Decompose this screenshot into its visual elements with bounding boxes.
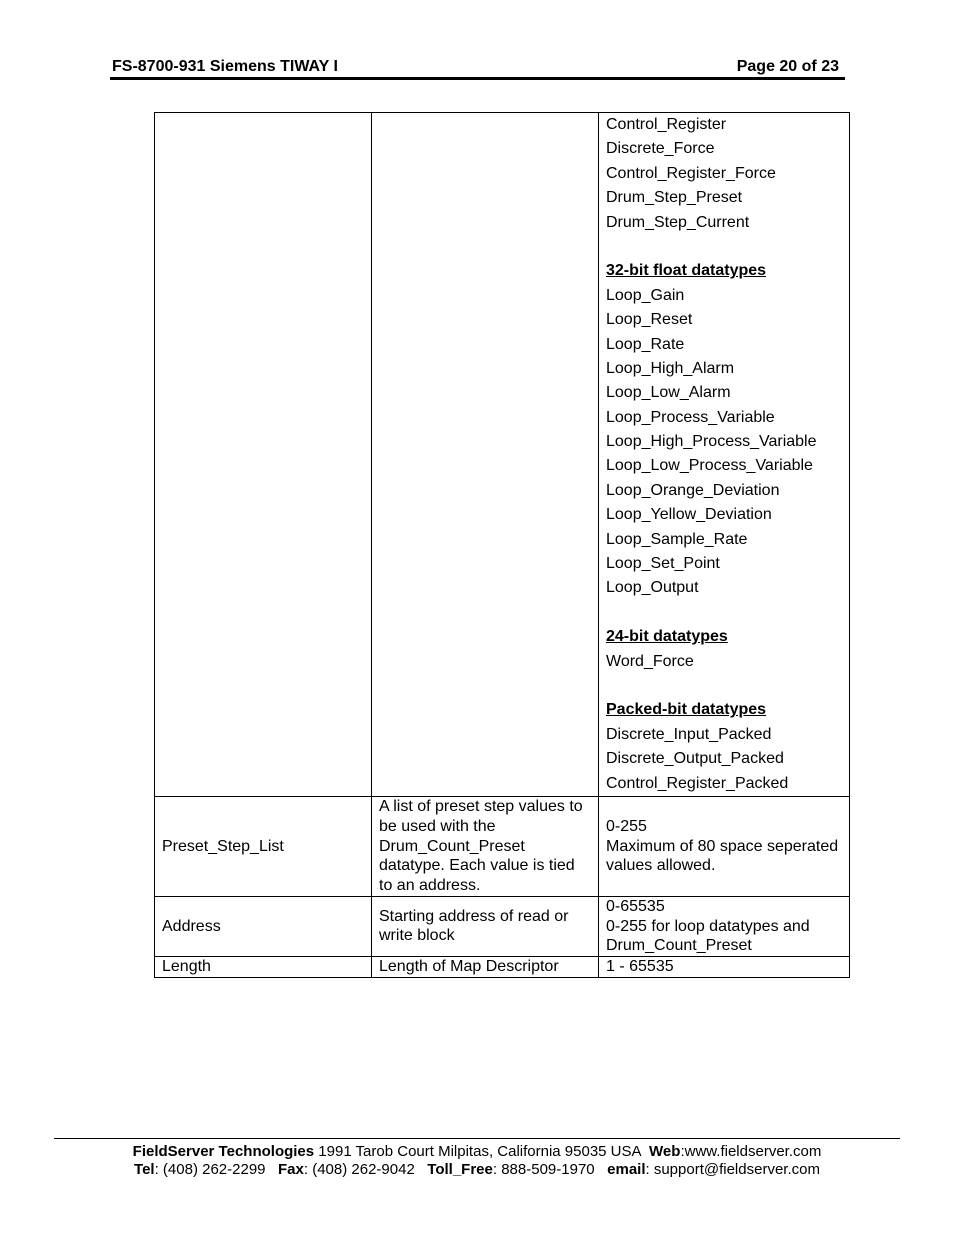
- web-label: Web: [649, 1143, 681, 1160]
- document-title: FS-8700-931 Siemens TIWAY I: [112, 58, 338, 75]
- list-item: Loop_Output: [606, 579, 699, 597]
- list-item: Loop_Set_Point: [606, 555, 720, 573]
- spacer: [606, 601, 842, 625]
- parameter-values: [599, 796, 850, 896]
- list-item: Drum_Step_Current: [606, 213, 750, 231]
- list-item: Loop_Yellow_Deviation: [606, 506, 772, 524]
- company-address: 1991 Tarob Court Milpitas, California 95035 USA: [314, 1143, 650, 1160]
- footer-rule: [54, 1138, 900, 1139]
- list-item: Drum_Step_Preset: [606, 189, 743, 207]
- parameter-name: Address: [155, 896, 372, 956]
- parameter-name: Preset_Step_List: [155, 796, 372, 896]
- fax-label: Fax: [278, 1161, 304, 1178]
- list-item: Discrete_Output_Packed: [606, 750, 784, 768]
- parameter-table: [154, 112, 850, 978]
- list-item: Loop_Reset: [606, 311, 693, 329]
- spacer: [606, 235, 842, 259]
- list-item: Control_Register: [606, 116, 727, 133]
- cell-empty-name: [155, 113, 372, 797]
- table-row-continued: [155, 113, 850, 797]
- list-item: Control_Register_Packed: [606, 774, 789, 792]
- list-item: Loop_Process_Variable: [606, 408, 775, 426]
- cell-empty-description: [372, 113, 599, 797]
- tel-label: Tel: [134, 1161, 155, 1178]
- parameter-name: Length: [155, 956, 372, 977]
- table-row: [155, 956, 850, 977]
- parameter-description: Starting address of read or write block: [372, 896, 599, 956]
- footer-line-1: [0, 1143, 954, 1161]
- fax-value: : (408) 262-9042: [303, 1161, 428, 1178]
- tollfree-value: : 888-509-1970: [492, 1161, 608, 1178]
- list-item: Loop_Orange_Deviation: [606, 481, 780, 499]
- list-item: Discrete_Force: [606, 140, 715, 158]
- list-item: Loop_Low_Alarm: [606, 384, 731, 402]
- datatype-list-cell: [599, 113, 850, 797]
- list-item: Discrete_Input_Packed: [606, 725, 772, 743]
- parameter-values: 1 - 65535: [599, 956, 850, 977]
- company-name: FieldServer Technologies: [132, 1143, 315, 1160]
- tollfree-label: Toll_Free: [427, 1161, 493, 1178]
- email-link[interactable]: : support@fieldserver.com: [645, 1161, 820, 1178]
- parameter-values: [599, 896, 850, 956]
- value-line: 0-255 for loop datatypes and Drum_Count_Preset: [606, 917, 810, 955]
- list-item: Control_Register_Force: [606, 164, 776, 182]
- section-heading-24bit: 24-bit datatypes: [606, 628, 728, 646]
- spacer: [606, 674, 842, 698]
- web-link[interactable]: :www.fieldserver.com: [680, 1143, 822, 1160]
- page-number: Page 20 of 23: [736, 58, 839, 75]
- list-item: Loop_Gain: [606, 286, 685, 304]
- list-item: Loop_High_Process_Variable: [606, 433, 817, 451]
- value-line: 0-65535: [606, 898, 665, 916]
- section-heading-packed: Packed-bit datatypes: [606, 701, 767, 719]
- list-item: Word_Force: [606, 652, 694, 670]
- table-row: [155, 796, 850, 896]
- tel-value: : (408) 262-2299: [154, 1161, 279, 1178]
- list-item: Loop_Sample_Rate: [606, 530, 748, 548]
- header-rule: [110, 77, 845, 80]
- email-label: email: [607, 1161, 646, 1178]
- table-row: [155, 896, 850, 956]
- value-line: 0-255: [606, 818, 647, 836]
- value-line: Maximum of 80 space seperated values allowed.: [606, 837, 839, 875]
- section-heading-float32: 32-bit float datatypes: [606, 262, 767, 280]
- list-item: Loop_Rate: [606, 335, 685, 353]
- list-item: Loop_High_Alarm: [606, 359, 735, 377]
- parameter-description: Length of Map Descriptor: [372, 956, 599, 977]
- footer-line-2: [0, 1161, 954, 1179]
- parameter-description: A list of preset step values to be used with the Drum_Count_Preset datatype. Each value is tied to an address.: [372, 796, 599, 896]
- list-item: Loop_Low_Process_Variable: [606, 457, 813, 475]
